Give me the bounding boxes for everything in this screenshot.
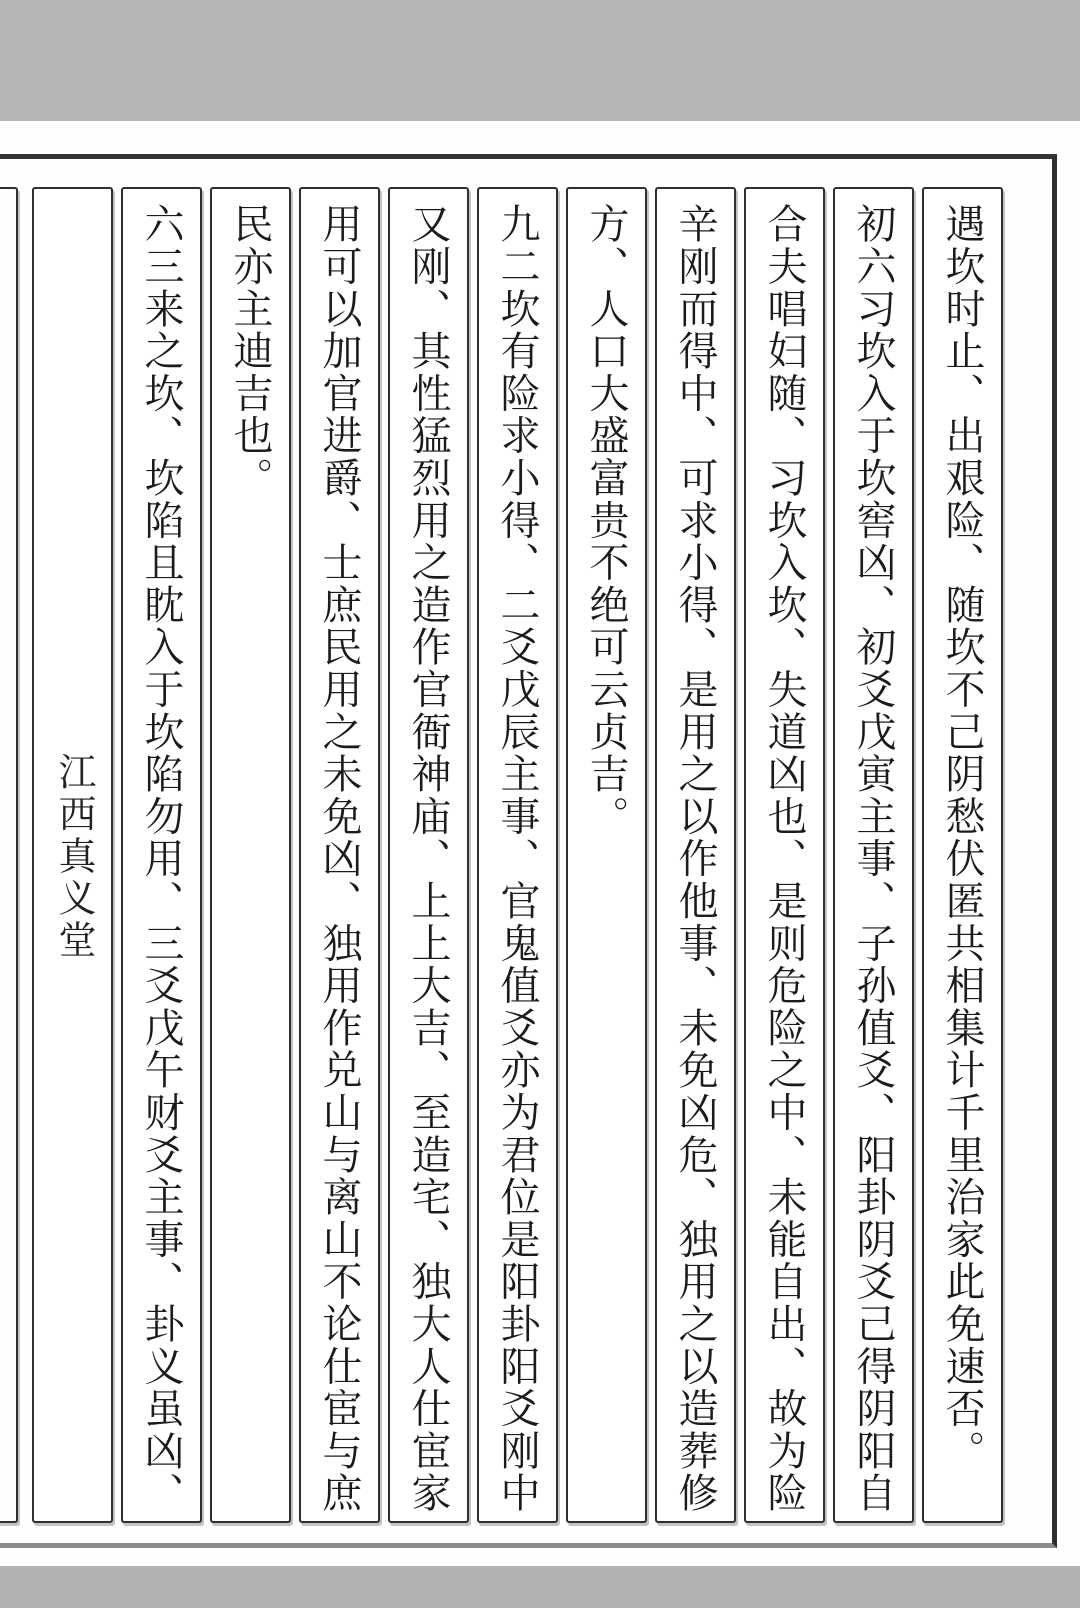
publisher-column: 江西真义堂 [32,187,113,1523]
text-column-4: 辛刚而得中、可求小得、是用之以作他事、未免凶危、独用之以造葬修 [655,187,736,1523]
text-column-3: 合夫唱妇随、习坎入坎、失道凶也、是则危险之中、未能自出、故为险 [744,187,825,1523]
partial-column-left-edge [0,187,18,1523]
text-column-8: 用可以加官进爵、士庶民用之未免凶、独用作兑山与离山不论仕宦与庶 [299,187,380,1523]
text-column-6: 九二坎有险求小得、二爻戊辰主事、官鬼值爻亦为君位是阳卦阳爻刚中 [477,187,558,1523]
text-column-7: 又刚、其性猛烈用之造作官衙神庙、上上大吉、至造宅、独大人仕宦家 [388,187,469,1523]
text-column-2: 初六习坎入于坎窖凶、初爻戊寅主事、子孙值爻、阳卦阴爻己得阴阳自 [833,187,914,1523]
text-column-9: 民亦主迪吉也。 [210,187,291,1523]
scanner-background-bottom [0,1566,1080,1608]
text-column-10: 六三来之坎、坎陷且眈入于坎陷勿用、三爻戊午财爻主事、卦义虽凶、 [121,187,202,1523]
text-column-5: 方、人口大盛富贵不绝可云贞吉。 [566,187,647,1523]
text-columns [32,187,1003,1523]
text-column-1: 遇坎时止、出艰险、随坎不己阴愁伏匿共相集计千里治家此免速否。 [922,187,1003,1523]
scanner-background-top [0,0,1080,121]
